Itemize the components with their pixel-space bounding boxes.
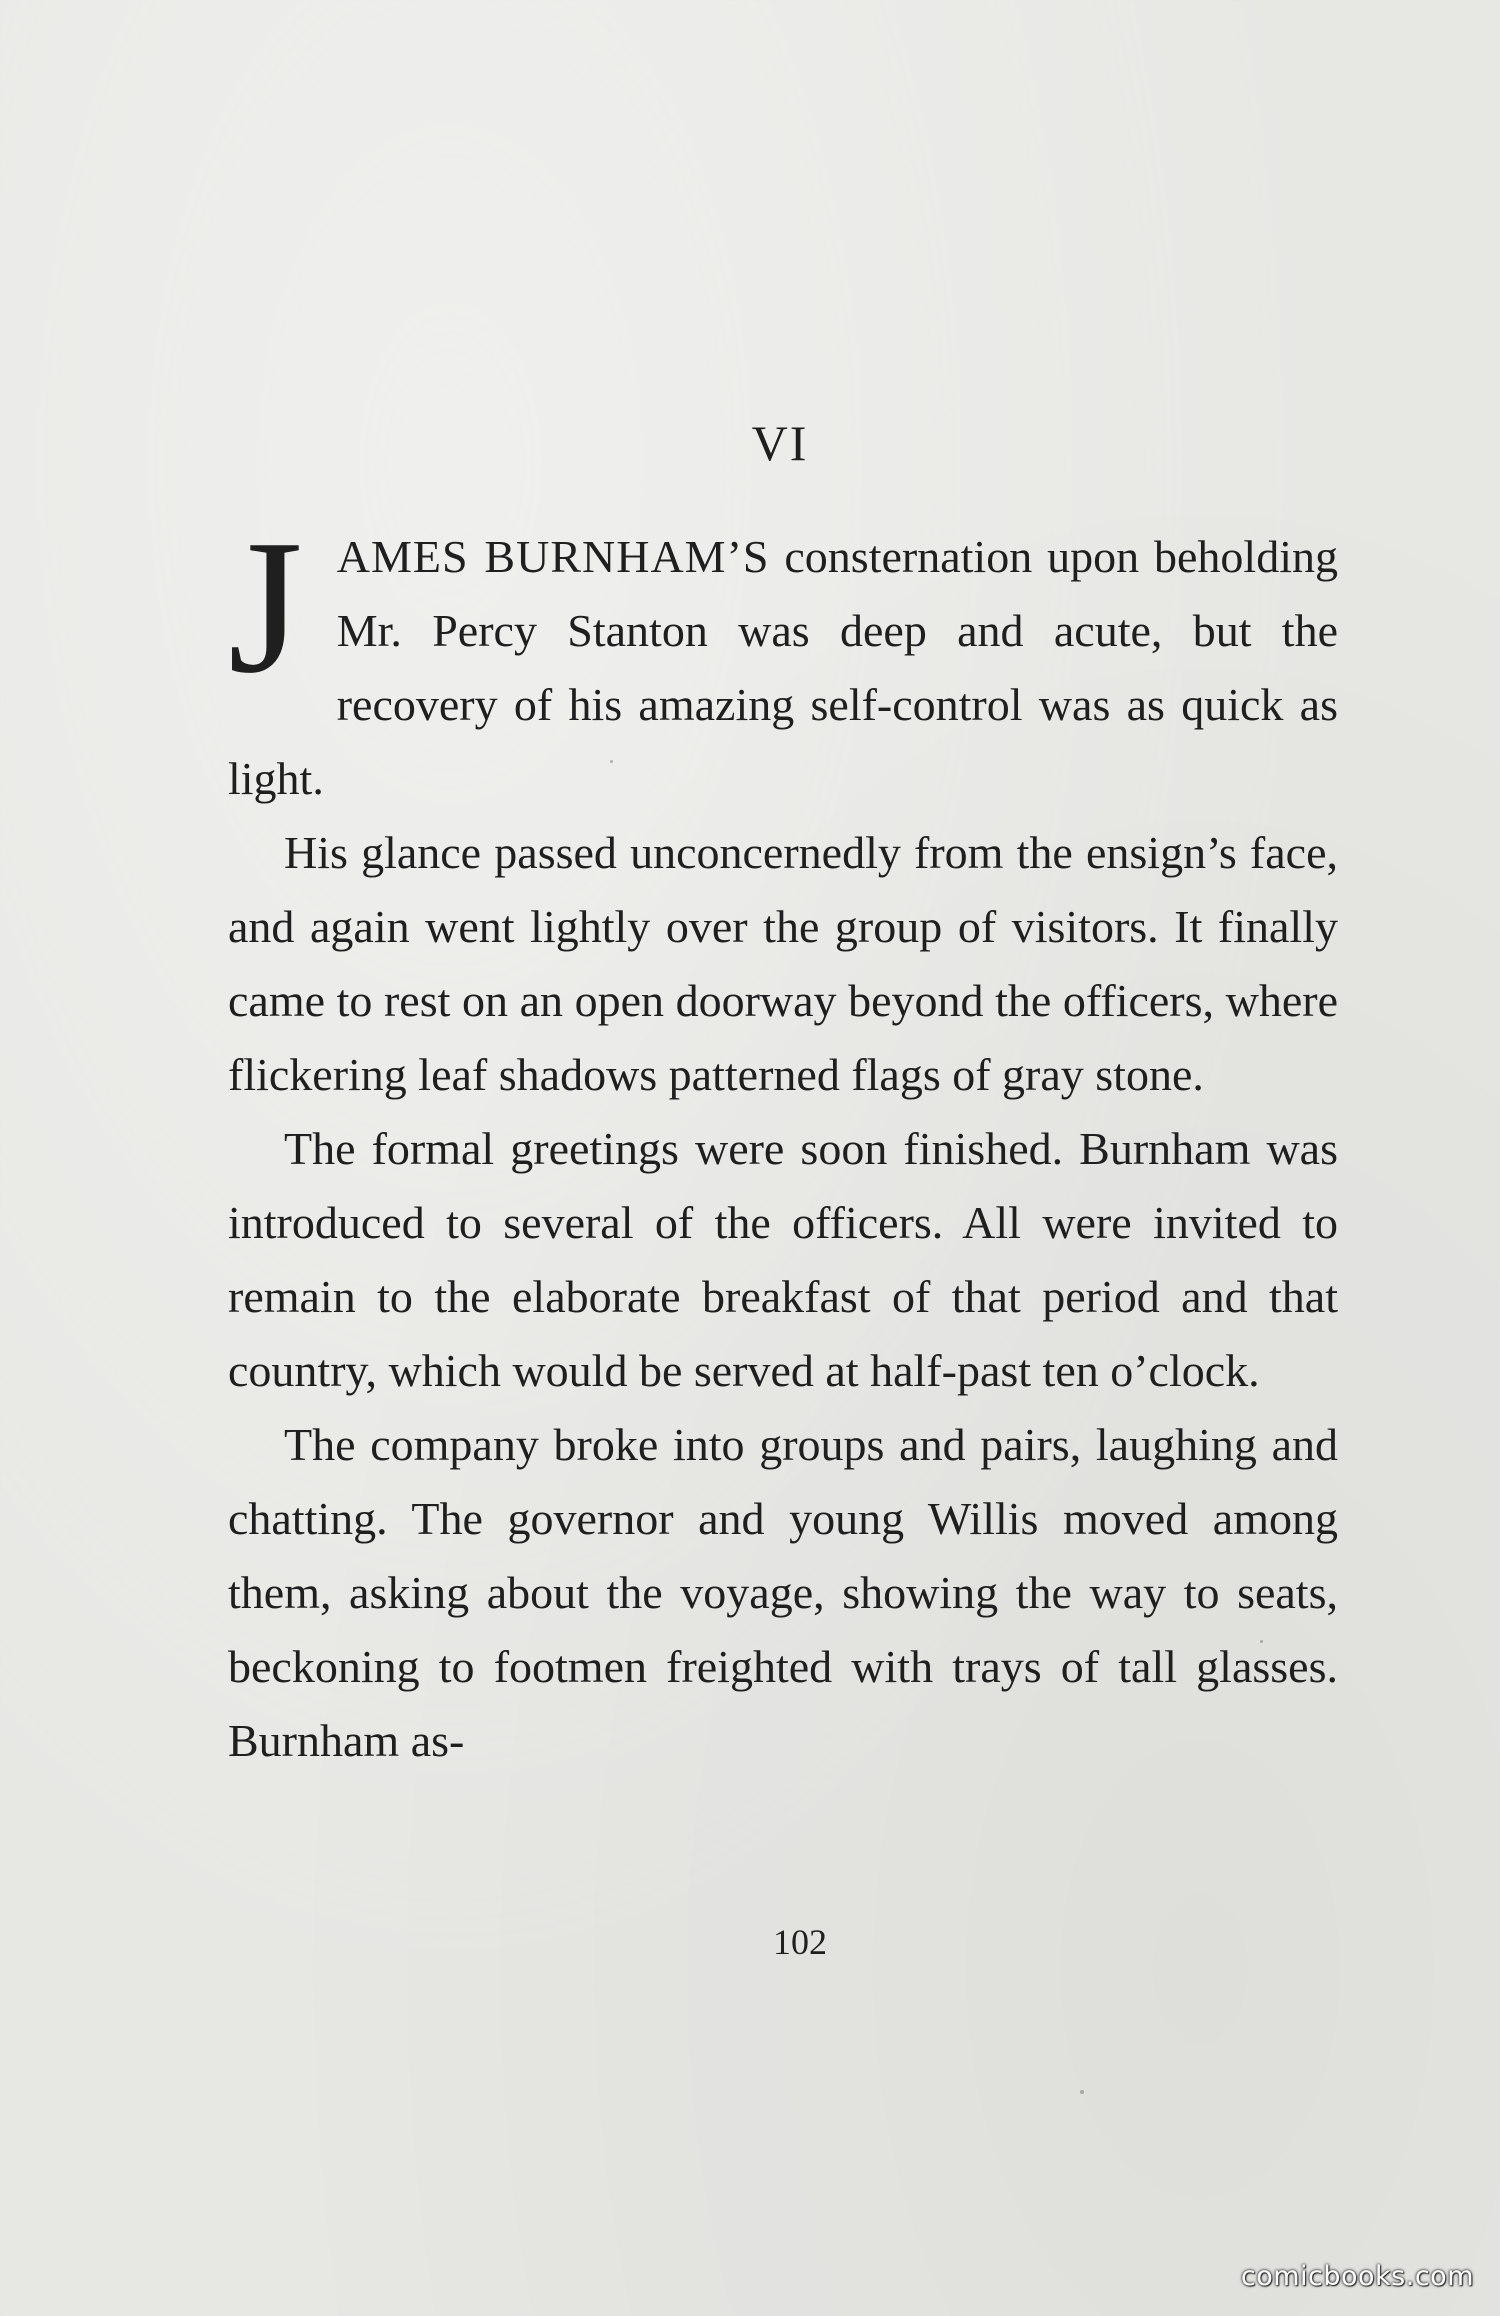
chapter-heading: VI	[751, 415, 809, 471]
paragraph-1	[228, 500, 1338, 816]
paper-speck	[1260, 1640, 1263, 1643]
lead-caps: AMES BURNHAM’S	[336, 531, 770, 582]
drop-cap: J	[228, 500, 303, 713]
paper-speck	[1080, 2090, 1084, 2094]
watermark: comicbooks.com	[1240, 2261, 1474, 2292]
paper-speck	[610, 760, 613, 763]
body-text	[228, 500, 1338, 1778]
paragraph-1-text: consternation upon beholding Mr. Percy Stanton was deep and acute, but the recovery of his amazing self-control was as quick as light.	[228, 531, 1338, 804]
paragraph-2: His glance passed unconcernedly from the ensign’s face, and again went lightly over the group of visitors. It finally came to rest on an open doorway beyond the officers, where flickering leaf shadows patterned flags of gray stone.	[228, 827, 1338, 1100]
page-number: 102	[773, 1922, 827, 1962]
paragraph-3: The formal greetings were soon finished. Burnham was introduced to several of the officers. All were invited to remain to the elaborate breakfast of that period and that country, which would be served at half-past ten o’clock.	[228, 1123, 1338, 1396]
paragraph-4: The company broke into groups and pairs, laughing and chatting. The governor and young Willis moved among them, asking about the voyage, showing the way to seats, beckoning to footmen freighted with trays of tall glasses. Burnham as-	[228, 1419, 1338, 1766]
